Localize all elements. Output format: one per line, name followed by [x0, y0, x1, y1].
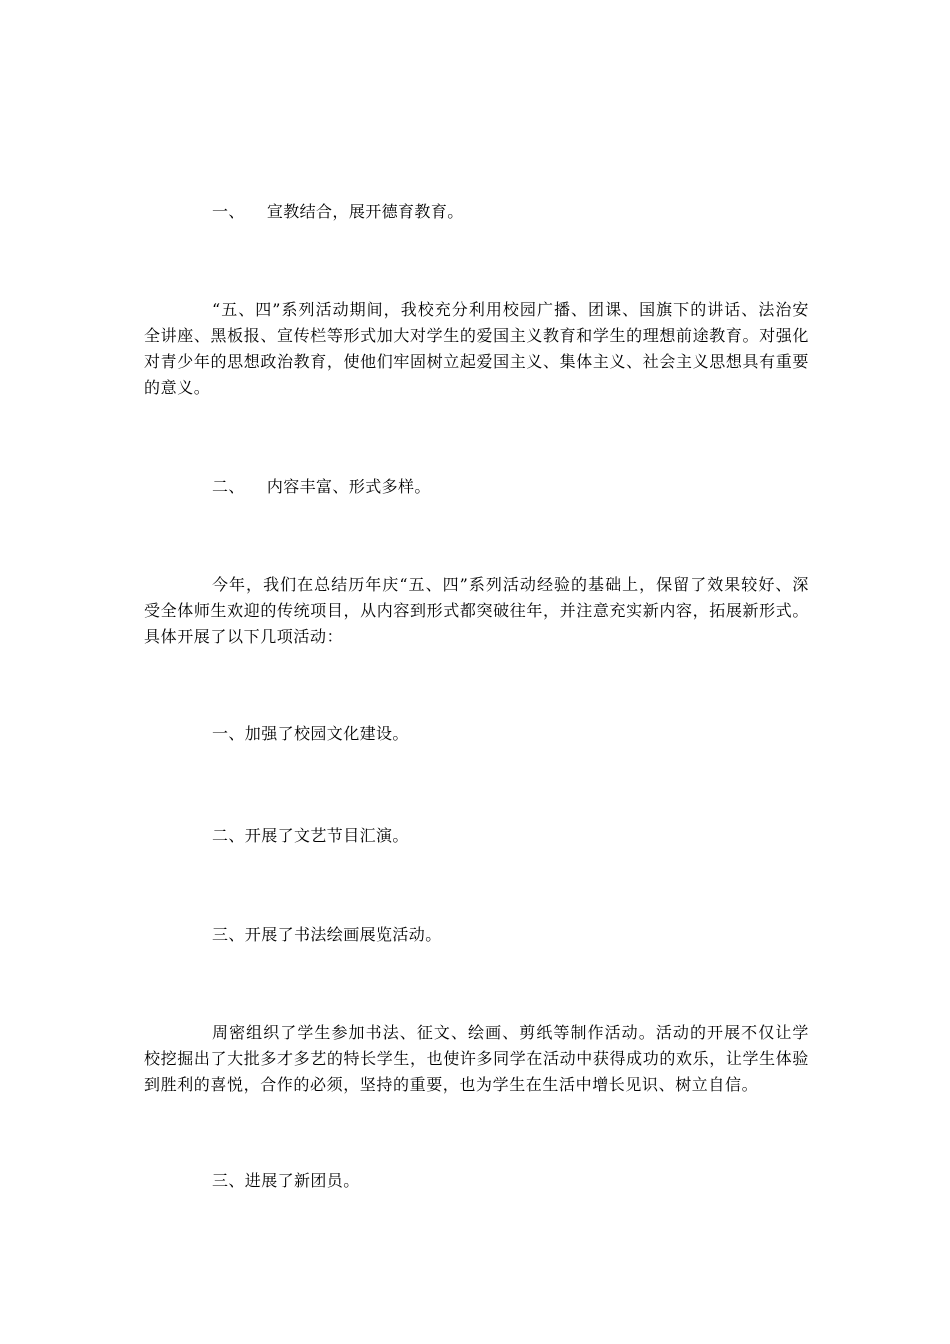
activity-item-2: 二、开展了文艺节目汇演。 [212, 826, 409, 845]
section-1-paragraph: “五、四”系列活动期间，我校充分利用校园广播、团课、国旗下的讲话、法治安全讲座、黑板报、宣传栏等形式加大对学生的爱国主义教育和学生的理想前途教育。对强化对青少年的思想政治教育，使他们牢固树立起爱国主义、集体主义、社会主义思想具有重要的意义。 [144, 300, 809, 397]
section-heading-1-text: 宣教结合，展开德育教育。 [266, 202, 464, 221]
section-heading-2-text: 内容丰富、形式多样。 [266, 477, 431, 496]
activity-3-paragraph: 周密组织了学生参加书法、征文、绘画、剪纸等制作活动。活动的开展不仅让学校挖掘出了大批多才多艺的特长学生，也使许多同学在活动中获得成功的欢乐，让学生体验到胜利的喜悦，合作的必须，坚持的重要，也为学生在生活中增长见识、树立自信。 [144, 1023, 809, 1094]
section-heading-2 [212, 476, 431, 498]
section-heading-2-number: 二、 [212, 477, 245, 496]
activity-item-4: 三、进展了新团员。 [212, 1171, 360, 1190]
section-heading-1-number: 一、 [212, 202, 245, 221]
activity-item-1: 一、加强了校园文化建设。 [212, 724, 409, 743]
section-2-paragraph: 今年，我们在总结历年庆“五、四”系列活动经验的基础上，保留了效果较好、深受全体师生欢迎的传统项目，从内容到形式都突破往年，并注意充实新内容，拓展新形式。具体开展了以下几项活动： [144, 575, 809, 646]
activity-item-3: 三、开展了书法绘画展览活动。 [212, 925, 442, 944]
section-heading-1 [212, 201, 464, 223]
